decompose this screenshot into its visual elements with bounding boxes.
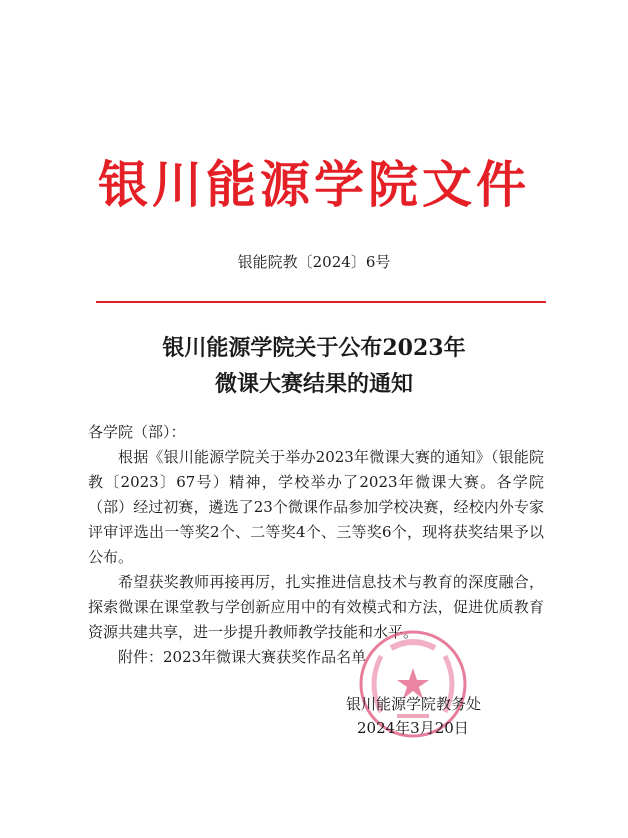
notice-title-line-1: 银川能源学院关于公布2023年 <box>162 335 466 361</box>
signing-organization: 银川能源学院教务处 <box>346 695 482 713</box>
document-masthead: 银川能源学院文件 <box>98 155 530 214</box>
document-number: 银能院教〔2024〕6号 <box>237 253 391 271</box>
salutation: 各学院（部）： <box>88 423 186 441</box>
notice-title-line-2: 微课大赛结果的通知 <box>214 371 413 397</box>
body-paragraph-1: 根据《银川能源学院关于举办2023年微课大赛的通知》（银能院教〔2023〕67号）精神，学校举办了2023年微课大赛。各学院（部）经过初赛，遴选了23个微课作品参加学校决赛，经校内外专家评审评选出一等奖2个、二等奖4个、三等奖6个，现将获奖结果予以公布。 <box>88 448 544 566</box>
seal-arc-lettering-top <box>391 642 435 648</box>
red-divider-line <box>96 301 546 303</box>
body-paragraph-2: 希望获奖教师再接再厉，扎实推进信息技术与教育的深度融合，探索微课在课堂教与学创新应用中的有效模式和方法，促进优质教育资源共建共享，进一步提升教师教学技能和水平。 <box>88 573 544 641</box>
attachment-note: 附件：2023年微课大赛获奖作品名单 <box>118 648 367 666</box>
notice-body <box>88 420 544 645</box>
notice-title <box>0 330 628 402</box>
signing-date: 2024年3月20日 <box>357 719 469 737</box>
